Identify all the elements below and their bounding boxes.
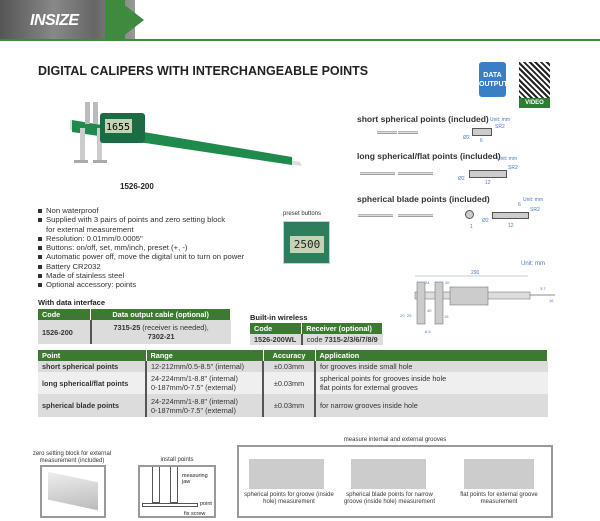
dim-label: 6 — [480, 138, 483, 144]
dim-label: Ø2 — [463, 135, 470, 141]
cable-code: 7302-21 — [147, 332, 175, 341]
groove-illustration — [464, 459, 534, 489]
product-model: 1526-200 — [120, 182, 154, 191]
short-point-pin — [377, 131, 397, 134]
range-cell — [146, 372, 263, 394]
preset-buttons-image — [283, 221, 330, 264]
feature-item: Supplied with 3 pairs of points and zero setting block — [38, 215, 244, 224]
feature-item: Battery CR2032 — [38, 262, 244, 271]
range-line: 24-224mm/1-8.8" (internal) — [151, 374, 238, 383]
preset-display-reading: 2500 — [290, 236, 324, 253]
dim-label: SR2 — [530, 207, 540, 213]
data-output-badge: DATA OUTPUT — [479, 62, 506, 97]
cable-note: (receiver is needed), — [140, 323, 209, 332]
blade-point-pin — [358, 214, 393, 217]
data-interface-table — [38, 309, 231, 344]
range-line: 24-224mm/1-8.8" (internal) — [151, 396, 238, 406]
video-qr-code[interactable] — [519, 62, 550, 108]
dim-label: SR2 — [508, 165, 518, 171]
grooves-diagram — [237, 445, 553, 518]
data-interface-label: With data interface — [38, 298, 106, 307]
long-point-pin — [398, 172, 433, 175]
dim-label: Ø2 — [482, 218, 489, 224]
dim-label: 20 — [400, 313, 405, 318]
dim-label: 6.5 — [425, 329, 431, 334]
zero-block-image — [40, 465, 106, 518]
feature-item: for external measurement — [46, 224, 134, 234]
dim-label: 15 — [444, 314, 449, 319]
qr-code-icon — [519, 62, 550, 98]
application-line: flat points for external grooves — [320, 383, 418, 392]
blade-points-title: spherical blade points (included) — [357, 194, 490, 204]
range-line: 0-187mm/0-7.5" (external) — [151, 383, 236, 392]
brand-logo: INSIZE — [30, 12, 79, 29]
table-row — [38, 361, 548, 372]
wireless-table — [250, 323, 383, 345]
page-title: DIGITAL CALIPERS WITH INTERCHANGEABLE POINTS — [38, 64, 369, 78]
wireless-label: Built-in wireless — [250, 313, 308, 322]
table-row — [250, 334, 383, 345]
caliper-display-reading: 1655 — [105, 122, 131, 133]
groove-item-caption: spherical blade points for narrow groove (inside hole) measurement — [343, 492, 436, 505]
fix-screw-label: fix screw — [184, 511, 206, 517]
header-divider — [0, 39, 600, 41]
cable-code: 7315-25 — [113, 323, 141, 332]
cable-cell — [91, 320, 231, 344]
range-line: 0-187mm/0-7.5" (external) — [151, 405, 236, 415]
feature-item: Optional accessory: points — [38, 280, 244, 289]
range-cell — [146, 394, 263, 417]
application-line: spherical points for grooves inside hole — [320, 374, 447, 383]
dim-label: 3.7 — [540, 286, 546, 291]
dim-label: 24 — [425, 280, 430, 285]
measuring-jaw-label: measuring jaw — [182, 473, 208, 485]
application-cell: for narrow grooves inside hole — [315, 394, 548, 417]
video-label: VIDEO — [519, 98, 550, 108]
column-header: Application — [315, 350, 548, 361]
caliper-dimension-drawing — [395, 262, 555, 337]
blade-points-unit: Unit: mm — [523, 197, 543, 203]
column-header: Code — [38, 309, 91, 320]
dim-label: 12 — [485, 180, 491, 186]
feature-item: Automatic power off, move the digital unit to turn on power — [38, 252, 244, 261]
accuracy-cell: ±0.03mm — [263, 361, 315, 372]
column-header: Accuracy — [263, 350, 315, 361]
point-cell: spherical blade points — [38, 394, 146, 417]
code-cell: 1526-200WL — [250, 334, 302, 345]
groove-illustration — [249, 459, 324, 489]
spec-table — [38, 350, 548, 417]
short-points-unit: Unit: mm — [490, 117, 510, 123]
caliper-product-image — [60, 100, 305, 175]
preset-buttons-caption: preset buttons — [283, 211, 322, 217]
grooves-caption: measure internal and external grooves — [343, 437, 447, 443]
code-cell: 1526-200 — [38, 320, 91, 344]
short-points-title: short spherical points (included) — [357, 114, 489, 124]
dim-label: 25 — [407, 313, 412, 318]
column-header: Receiver (optional) — [302, 323, 383, 334]
point-cell: long spherical/flat points — [38, 372, 146, 394]
accuracy-cell: ±0.03mm — [263, 372, 315, 394]
dim-label: Ø2 — [458, 176, 465, 182]
install-points-caption: install points — [160, 457, 194, 463]
long-points-title: long spherical/flat points (included) — [357, 151, 501, 161]
zero-block-caption: zero setting block for external measurement (included) — [32, 451, 112, 464]
dim-label: 6 — [518, 202, 521, 208]
point-label: point — [200, 501, 212, 507]
application-cell: for grooves inside small hole — [315, 361, 548, 372]
dim-label: SR2 — [495, 124, 505, 130]
column-header: Data output cable (optional) — [91, 309, 231, 320]
receiver-code: 7315-2/3/6/7/8/9 — [324, 335, 378, 344]
groove-illustration — [351, 459, 426, 489]
table-row — [38, 320, 231, 344]
long-point-pin — [360, 172, 395, 175]
dim-label: 290 — [471, 270, 480, 276]
application-cell — [315, 372, 548, 394]
short-point-pin — [398, 131, 418, 134]
blade-point-drawing — [492, 212, 529, 219]
long-points-unit: Unit: mm — [497, 156, 517, 162]
dim-label: 20 — [445, 280, 450, 285]
table-row — [38, 394, 548, 417]
feature-item: Buttons: on/off, set, mm/inch, preset (+, -) — [38, 243, 244, 252]
range-cell: 12-212mm/0.5-8.5" (internal) — [146, 361, 263, 372]
point-cell: short spherical points — [38, 361, 146, 372]
table-row — [38, 372, 548, 394]
groove-item-caption: spherical points for groove (inside hole) measurement — [244, 492, 334, 505]
column-header: Point — [38, 350, 146, 361]
column-header: Code — [250, 323, 302, 334]
long-point-drawing — [469, 170, 507, 178]
short-point-drawing — [472, 128, 492, 136]
accuracy-cell: ±0.03mm — [263, 394, 315, 417]
feature-list — [38, 206, 244, 290]
column-header: Range — [146, 350, 263, 361]
dim-label: 40 — [427, 308, 432, 313]
drawing-unit: Unit: mm — [521, 261, 545, 267]
receiver-cell — [302, 334, 383, 345]
header-chevron — [118, 0, 144, 40]
dim-label: 16 — [549, 298, 554, 303]
dim-label: 12 — [508, 223, 514, 229]
receiver-prefix: code — [306, 335, 325, 344]
feature-item: Resolution: 0.01mm/0.0005" — [38, 234, 244, 243]
groove-item-caption: flat points for external groove measurement — [460, 492, 538, 505]
dim-label: 1 — [470, 224, 473, 230]
blade-point-pin — [398, 214, 433, 217]
install-points-diagram — [138, 465, 216, 518]
feature-item: Made of stainless steel — [38, 271, 244, 280]
blade-point-end-view — [465, 210, 474, 219]
feature-item: Non waterproof — [38, 206, 244, 215]
